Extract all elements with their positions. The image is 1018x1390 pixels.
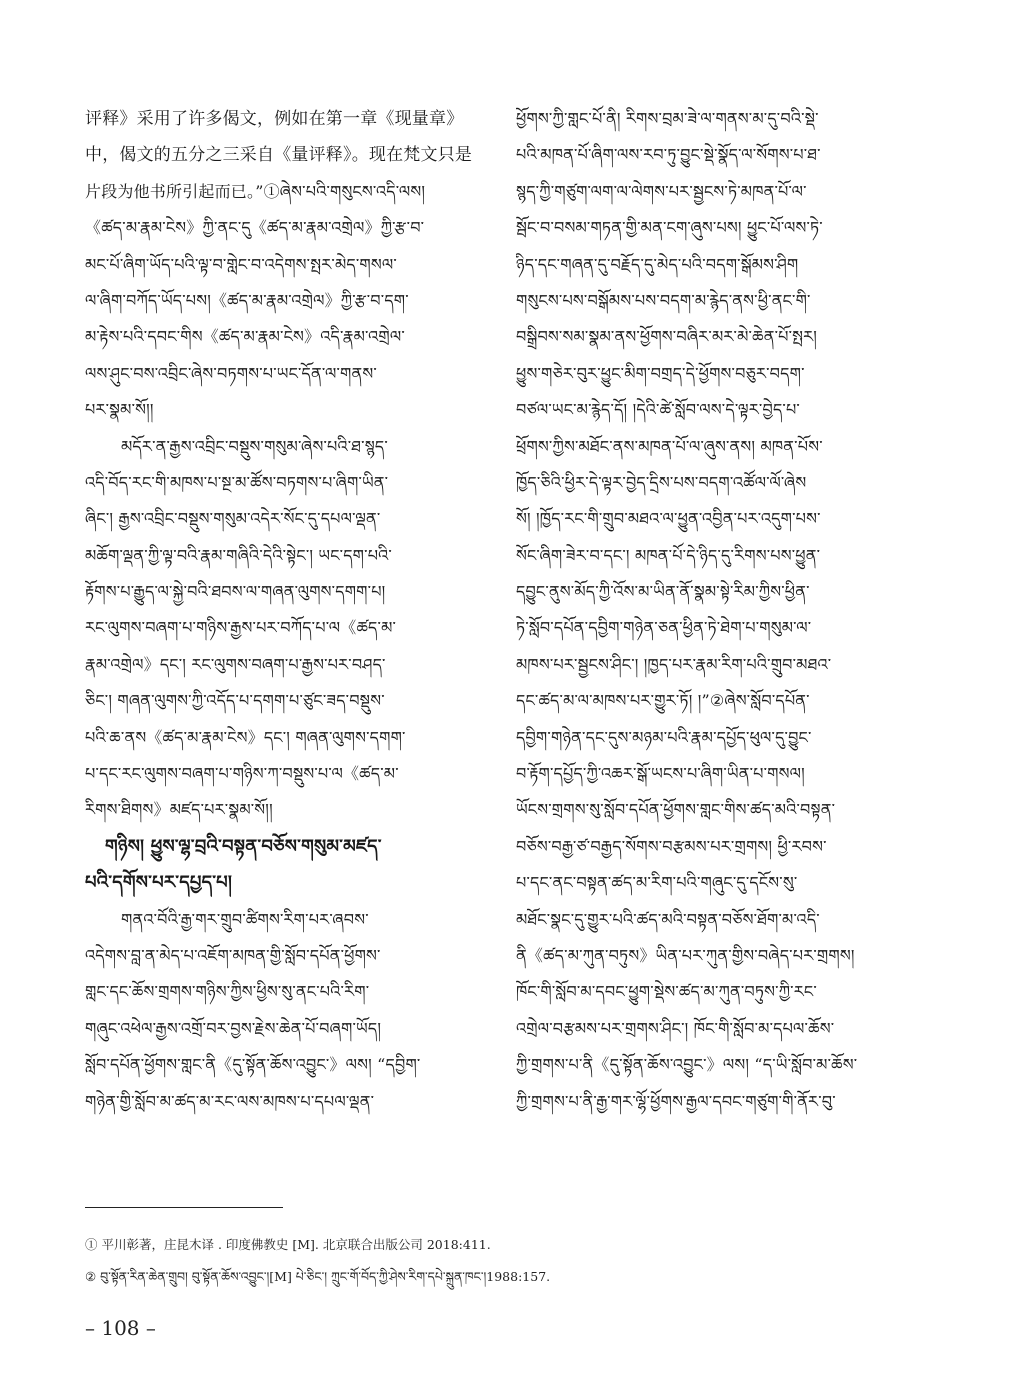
text-line: སློབ་དཔོན་ཕྱོགས་གླང་ནི《དུ་སྟོན་ཆོས་འབྱུང་》ལས། “དབྱིག་ bbox=[85, 1055, 421, 1075]
text-line: བ་རྟོག་དཔྱོད་ཀྱི་འཆར་སྒོ་ཡངས་པ་ཞིག་ཡིན་པ་གསལ། bbox=[516, 764, 805, 784]
paragraph-start-line: གནའ་བོའི་རྒྱ་གར་གྲུབ་ཚིགས་རིག་པར་ཞབས་ bbox=[121, 909, 369, 929]
text-line: ལས་ཤུང་བས་འབྲིང་ཞེས་བཏགས་པ་ཡང་དོན་ལ་གནས་ bbox=[85, 363, 377, 383]
text-line: འདེགས་བླ་ན་མེད་པ་འཇོག་མཁན་གྱི་སློབ་དཔོན་ཕྱོགས་ bbox=[85, 945, 381, 965]
text-line: པའི་མཁན་པོ་ཞིག་ལས་རབ་ཏུ་བྱུང་སྡེ་སྣོད་ལ་སོགས་པ་ཐ་ bbox=[516, 145, 821, 165]
text-line: དང་ཚད་མ་ལ་མཁས་པར་གྱུར་ཏོ། །”②ཞེས་སློབ་དཔོན་ bbox=[516, 691, 810, 711]
text-line: མཁས་པར་སྦྱངས་ཤིང་། །ཁྱད་པར་རྣམ་རིག་པའི་གྲུབ་མཐའ་ bbox=[516, 654, 832, 674]
text-line: མང་པོ་ཞིག་ཡོད་པའི་ལྟ་བ་གླེང་བ་འདེགས་སྤར་མེད་གསལ་ bbox=[85, 254, 397, 274]
text-line: ཕྱོགས་ཀྱི་གླང་པོ་ནི། རིགས་བྲམ་ཟེ་ལ་གནས་མ་དུ་བའི་སྡེ་ bbox=[516, 109, 819, 128]
right-column bbox=[516, 101, 916, 1120]
text-line: སོང་ཞིག་ཟེར་བ་དང་། མཁན་པོ་དེ་ཉིད་དུ་རིགས་པས་ཕྱུན་ bbox=[516, 545, 821, 565]
text-line: སོ། །ཁྱོད་རང་གི་གྲུབ་མཐའ་ལ་ཕྱུན་འབྱིན་པར་འདུག་པས་ bbox=[516, 509, 821, 529]
text-line: རིགས་ཐིགས》མཛད་པར་སྣམ་སོ།། bbox=[85, 800, 273, 820]
text-line: ནི《ཚད་མ་ཀུན་བཏུས》ཡིན་པར་ཀུན་གྱིས་བཞེད་པར་གྲགས། bbox=[516, 945, 855, 965]
text-line: ཀྱི་གྲགས་པ་ནི་རྒྱ་གར་ལྷོ་ཕྱོགས་རྒྱལ་དབང་གཙུག་གི་ནོར་བུ་ bbox=[516, 1091, 836, 1111]
section-heading: གཉིས། ཕྱུས་ལྷ་བྲའི་བསྟན་བཅོས་གསུམ་མཛད་ bbox=[105, 835, 382, 857]
text-line: སྦོང་བ་བསམ་གཏན་གྱི་མན་ངག་ཞུས་པས། ཕྱུང་པོ་ལས་ཏེ་ bbox=[516, 218, 823, 238]
text-line: ཕྱུས་གཅེར་བུར་ཕྱུང་མིག་བགྲད་དེ་ཕྱོགས་བཅུར་བདག་ bbox=[516, 363, 805, 383]
text-line: གཞུང་འཕེལ་རྒྱས་འགྲོ་བར་བྱས་རྗེས་ཆེན་པོ་བཞག་ཡོད། bbox=[85, 1018, 382, 1038]
text-line: དབྱིག་གཉེན་དང་དུས་མཉམ་པའི་རྣམ་དཔྱོད་ཕུལ་དུ་བྱུང་ bbox=[516, 727, 812, 747]
text-line: 《ཚད་མ་རྣམ་ངེས》ཀྱི་ནང་དུ《ཚད་མ་རྣམ་འགྲེལ》ཀྱི་རྩ་བ་ bbox=[85, 218, 425, 238]
text-line: མཆོག་ལྡན་ཀྱི་ལྟ་བའི་རྣམ་གཞིའི་དེའི་སྟེང་། ཡང་དག་པའི་ bbox=[85, 545, 392, 565]
text-line: པར་སྣམ་སོ།། bbox=[85, 400, 154, 420]
footnote-divider bbox=[85, 1207, 283, 1208]
page-number: – 108 – bbox=[85, 1316, 156, 1340]
text-line: འགྲེལ་བརྩམས་པར་གྲགས་ཤིང་། ཁོང་གི་སློབ་མ་དཔལ་ཆོས་ bbox=[516, 1018, 835, 1038]
text-line: ཀྱི་གྲགས་པ་ནི《དུ་སྟོན་ཆོས་འབྱུང་》ལས། “ད་ཡི་སློབ་མ་ཆོས་ bbox=[516, 1055, 858, 1075]
text-line: ལ་ཞིག་བཀོད་ཡོད་པས།《ཚད་མ་རྣམ་འགྲེལ》ཀྱི་རྩ་བ་དག་ bbox=[85, 290, 409, 310]
text-line: མ་རྟེས་པའི་དབང་གིས《ཚད་མ་རྣམ་ངེས》འདི་རྣམ་འགྲེལ་ bbox=[85, 327, 405, 347]
text-line: འདི་བོད་རང་གི་མཁས་པ་སྔ་མ་ཚོས་བཏགས་པ་ཞིག་ཡིན་ bbox=[85, 472, 389, 492]
text-line: རྣམ་འགྲེལ》དང་། རང་ལུགས་བཞག་པ་རྒྱས་པར་བཤད་ bbox=[85, 654, 386, 674]
text-line: ཅིང་། གཞན་ལུགས་ཀྱི་འདོད་པ་དགག་པ་ཙུང་ཟད་བསྡུས་ bbox=[85, 691, 385, 711]
text-line: གསུངས་པས་བསྒོམས་པས་བདག་མ་རྙེད་ནས་ཕྱི་ནང་གི་ bbox=[516, 290, 811, 310]
text-line: 片段为他书所引起而已。”①ཞེས་པའི་གསུངས་འདི་ལས། bbox=[85, 181, 426, 201]
text-line: ཞིང་། རྒྱས་འབྲིང་བསྡུས་གསུམ་འདེར་སོང་དུ་དཔལ་ལྡན་ bbox=[85, 509, 381, 529]
text-line: ཏེ་སློབ་དཔོན་དབྱིག་གཉེན་ཅན་ཕྱིན་ཏེ་ཐེག་པ་གསུམ་ལ་ bbox=[516, 618, 812, 638]
text-line: བཙལ་ཡང་མ་རྙེད་དོ། །དེའི་ཚེ་སློབ་ལས་དེ་ལྟར་བྱེད་པ་ bbox=[516, 400, 800, 420]
section-heading-cont: པའི་དགོས་པར་དཔྱད་པ། bbox=[85, 872, 233, 894]
text-line: པའི་ཆ་ནས《ཚད་མ་རྣམ་ངེས》དང་། གཞན་ལུགས་དགག་ bbox=[85, 727, 406, 747]
text-line: ཡོངས་གྲགས་སུ་སློབ་དཔོན་ཕྱོགས་གླང་གིས་ཚད་མའི་བསྟན་ bbox=[516, 800, 836, 820]
text-line: རང་ལུགས་བཞག་པ་གཉིས་རྒྱས་པར་བཀོད་པ་ལ《ཚད་མ་ bbox=[85, 618, 397, 638]
text-line: ཉིད་དང་གཞན་དུ་བརྗོད་དུ་མེད་པའི་བདག་སྒོམས་ཤིག bbox=[516, 254, 799, 274]
text-line: 中，偈文的五分之三采自《量评释》。现在梵文只是 bbox=[85, 145, 473, 166]
text-line: བཅོས་བརྒྱ་ཙ་བརྒྱད་སོགས་བརྩམས་པར་གྲགས། ཕྱི་རབས་ bbox=[516, 836, 827, 856]
left-column bbox=[85, 101, 485, 1120]
text-line: 评释》采用了许多偈文，例如在第一章《现量章》 bbox=[85, 109, 464, 129]
text-line: ཁྱོད་ཅིའི་ཕྱིར་དེ་ལྟར་བྱེད་དྲིས་པས་བདག་འཚོལ་ལོ་ཞེས bbox=[516, 472, 807, 492]
text-line: པ་དང་རང་ལུགས་བཞག་པ་གཉིས་ཀ་བསྡུས་པ་ལ《ཚད་མ་ bbox=[85, 764, 399, 784]
text-line: སྙད་ཀྱི་གཙུག་ལག་ལ་ལེགས་པར་སྦྱངས་ཏེ་མཁན་པོ་ལ་ bbox=[516, 181, 807, 201]
text-line: པ་དང་ནང་བསྟན་ཚད་མ་རིག་པའི་གཞུང་དུ་དངོས་སུ་ bbox=[516, 873, 798, 893]
text-line: ཕྲོགས་ཀྱིས་མཐོང་ནས་མཁན་པོ་ལ་ཞུས་ནས། མཁན་པོས་ bbox=[516, 436, 823, 456]
text-line: དབྱུང་ནུས་མོད་ཀྱི་འོས་མ་ཡིན་ནོ་སྣམ་སྟེ་རིམ་ཀྱིས་ཕྱིན་ bbox=[516, 582, 810, 602]
footnote-1: ① 平川彰著，庄昆木译 . 印度佛教史 [M]. 北京联合出版公司 2018:411. bbox=[85, 1237, 491, 1252]
text-line: གཉེན་གྱི་སློབ་མ་ཚད་མ་རང་ལས་མཁས་པ་དཔལ་ལྡན་ bbox=[85, 1091, 375, 1111]
text-line: རྟོགས་པ་རྒྱུད་ལ་སྐྱེ་བའི་ཐབས་ལ་གཞན་ལུགས་དགག་པ། bbox=[85, 582, 386, 602]
footnote-2: ② བུ་སྟོན་རིན་ཆེན་གྲུབ། བུ་སྟོན་ཆོས་འབྱུང་།[M] པེ་ཅིང་། ཀྲུང་གོ་བོད་ཀྱི་ཤེས་རིག་དཔེ་སྐྲུན་ཁང་།1988:157. bbox=[85, 1269, 551, 1284]
text-line: གླང་དང་ཆོས་གྲགས་གཉིས་ཀྱིས་ཕྱིས་སུ་ནང་པའི་རིག་ bbox=[85, 982, 370, 1002]
paragraph-start-line: མདོར་ན་རྒྱས་འབྲིང་བསྡུས་གསུམ་ཞེས་པའི་ཐ་སྙད་ bbox=[121, 436, 388, 456]
text-line: ཁོང་གི་སློབ་མ་དབང་ཕྱུག་སྡེས་ཚད་མ་ཀུན་བཏུས་ཀྱི་རང་ bbox=[516, 982, 817, 1002]
text-line: བསྒྲིབས་སམ་སྣམ་ནས་ཕྱོགས་བཞིར་མར་མེ་ཆེན་པོ་སྤར། bbox=[516, 327, 818, 347]
text-line: མཐོང་སྣང་དུ་གྱུར་པའི་ཚད་མའི་བསྟན་བཅོས་ཐོག་མ་འདི་ bbox=[516, 909, 820, 929]
